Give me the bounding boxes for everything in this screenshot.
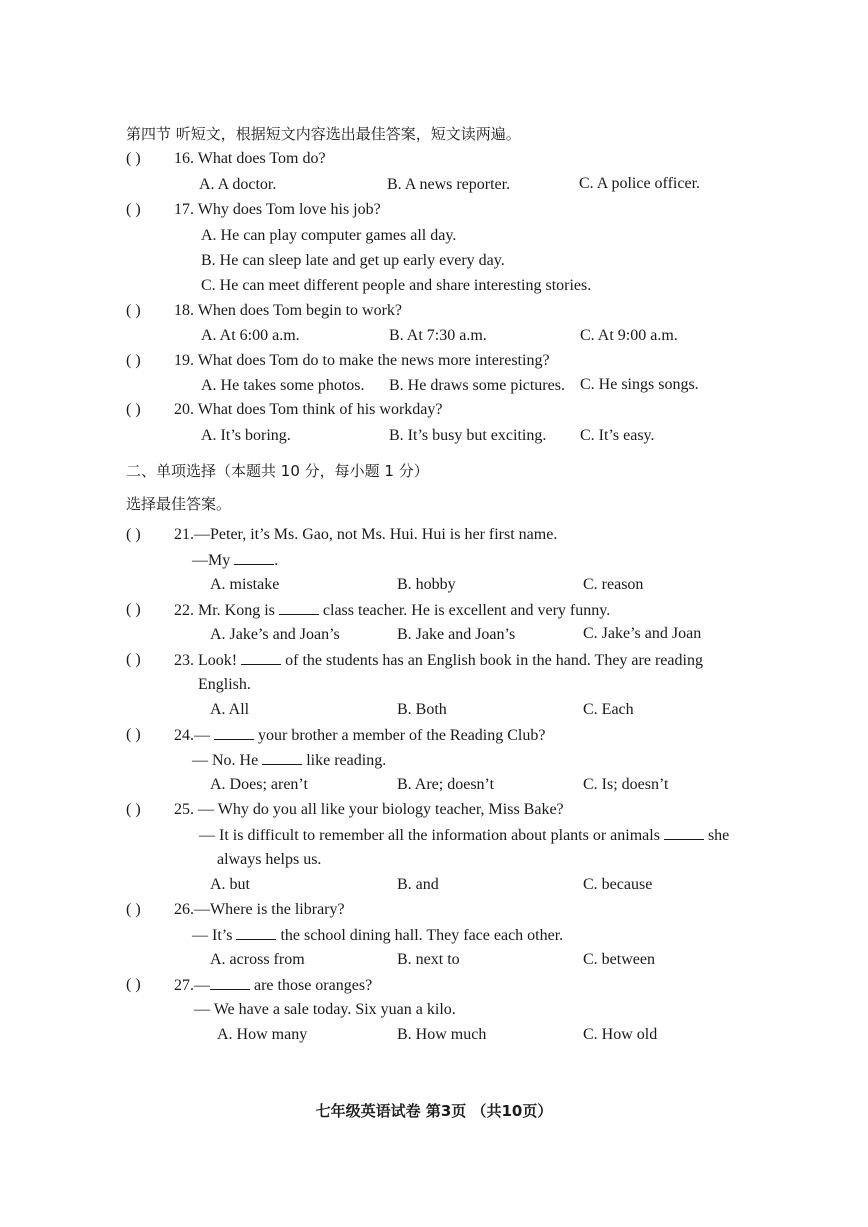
question-stem: 18. When does Tom begin to work? xyxy=(174,302,403,319)
answer-blank[interactable] xyxy=(241,650,281,665)
option-b[interactable]: B. How much xyxy=(397,1026,487,1043)
question-dialogue-line xyxy=(192,550,278,571)
answer-bracket[interactable]: ( ) xyxy=(126,726,141,743)
page-footer: 七年级英语试卷 第3页 （共10页） xyxy=(315,1102,553,1120)
option-b[interactable]: B. He can sleep late and get up early every day. xyxy=(201,252,505,269)
option-c[interactable]: C. A police officer. xyxy=(579,175,701,192)
option-b[interactable]: B. It’s busy but exciting. xyxy=(389,427,547,444)
option-a[interactable]: A. Does; aren’t xyxy=(210,776,308,793)
option-a[interactable]: A. across from xyxy=(210,951,305,968)
option-a[interactable]: A. How many xyxy=(217,1026,308,1043)
question-stem xyxy=(174,975,372,996)
stem-text: — No. He xyxy=(192,752,263,769)
option-a[interactable]: A. He can play computer games all day. xyxy=(201,227,457,244)
question-stem-continued: always helps us. xyxy=(217,851,322,868)
stem-text: 23. Look! xyxy=(174,652,242,669)
question-stem: 20. What does Tom think of his workday? xyxy=(174,401,443,418)
question-stem xyxy=(174,600,610,621)
stem-text: —My xyxy=(192,552,235,569)
option-b[interactable]: B. A news reporter. xyxy=(387,176,511,193)
stem-text: 22. Mr. Kong is xyxy=(174,602,279,619)
option-a[interactable]: A. A doctor. xyxy=(199,176,277,193)
option-a[interactable]: A. Jake’s and Joan’s xyxy=(210,626,340,643)
option-c[interactable]: C. How old xyxy=(583,1026,658,1043)
option-c[interactable]: C. It’s easy. xyxy=(580,427,655,444)
option-a[interactable]: A. He takes some photos. xyxy=(201,377,365,394)
option-b[interactable]: B. Are; doesn’t xyxy=(397,776,495,793)
option-a[interactable]: A. mistake xyxy=(210,576,280,593)
question-stem-continued: English. xyxy=(198,676,251,693)
stem-text: . xyxy=(274,552,279,569)
question-stem xyxy=(174,650,703,671)
stem-text: like reading. xyxy=(302,752,387,769)
answer-bracket[interactable]: ( ) xyxy=(126,651,141,668)
answer-blank[interactable] xyxy=(234,550,274,565)
answer-blank[interactable] xyxy=(279,600,319,615)
question-stem xyxy=(174,725,545,746)
question-stem: 16. What does Tom do? xyxy=(174,150,326,167)
option-b[interactable]: B. and xyxy=(397,876,439,893)
stem-text: she xyxy=(703,827,730,844)
question-dialogue-line xyxy=(192,925,563,946)
stem-text: your brother a member of the Reading Club? xyxy=(254,727,546,744)
option-c[interactable]: C. Each xyxy=(583,701,634,718)
option-a[interactable]: A. It’s boring. xyxy=(201,427,291,444)
option-c[interactable]: C. because xyxy=(583,876,653,893)
question-dialogue-line: — We have a sale today. Six yuan a kilo. xyxy=(194,1001,456,1018)
question-stem: 17. Why does Tom love his job? xyxy=(174,201,381,218)
option-b[interactable]: B. hobby xyxy=(397,576,456,593)
option-a[interactable]: A. but xyxy=(210,876,250,893)
answer-bracket[interactable]: ( ) xyxy=(126,901,141,918)
answer-bracket[interactable]: ( ) xyxy=(126,150,141,167)
question-dialogue-line xyxy=(199,825,729,846)
option-c[interactable]: C. He can meet different people and share interesting stories. xyxy=(201,277,592,294)
stem-text: of the students has an English book in the hand. They are reading xyxy=(281,652,703,669)
answer-bracket[interactable]: ( ) xyxy=(126,601,141,618)
option-c[interactable]: C. He sings songs. xyxy=(580,376,699,393)
stem-text: class teacher. He is excellent and very funny. xyxy=(318,602,611,619)
question-stem: 26.—Where is the library? xyxy=(174,901,345,918)
answer-bracket[interactable]: ( ) xyxy=(126,401,141,418)
answer-bracket[interactable]: ( ) xyxy=(126,976,141,993)
answer-blank[interactable] xyxy=(236,925,276,940)
stem-text: 24.— xyxy=(174,727,214,744)
option-a[interactable]: A. At 6:00 a.m. xyxy=(201,327,300,344)
answer-bracket[interactable]: ( ) xyxy=(126,201,141,218)
option-c[interactable]: C. between xyxy=(583,951,655,968)
answer-bracket[interactable]: ( ) xyxy=(126,302,141,319)
stem-text: — It’s xyxy=(192,927,237,944)
option-b[interactable]: B. Both xyxy=(397,701,447,718)
stem-text: 27.— xyxy=(174,977,210,994)
question-stem: 21.—Peter, it’s Ms. Gao, not Ms. Hui. Hui is her first name. xyxy=(174,526,558,543)
option-b[interactable]: B. next to xyxy=(397,951,460,968)
option-c[interactable]: C. Jake’s and Joan xyxy=(583,625,702,642)
option-c[interactable]: C. At 9:00 a.m. xyxy=(580,327,678,344)
option-a[interactable]: A. All xyxy=(210,701,250,718)
question-stem: 19. What does Tom do to make the news more interesting? xyxy=(174,352,550,369)
listening-section-heading: 第四节 听短文，根据短文内容选出最佳答案，短文读两遍。 xyxy=(126,125,521,143)
answer-blank[interactable] xyxy=(262,750,302,765)
answer-blank[interactable] xyxy=(210,975,250,990)
answer-bracket[interactable]: ( ) xyxy=(126,352,141,369)
option-c[interactable]: C. Is; doesn’t xyxy=(583,776,669,793)
option-b[interactable]: B. He draws some pictures. xyxy=(389,377,565,394)
stem-text: — It is difficult to remember all the information about plants or animals xyxy=(199,827,664,844)
grammar-instruction: 选择最佳答案。 xyxy=(126,495,232,513)
answer-bracket[interactable]: ( ) xyxy=(126,526,141,543)
answer-bracket[interactable]: ( ) xyxy=(126,801,141,818)
stem-text: are those oranges? xyxy=(250,977,373,994)
option-c[interactable]: C. reason xyxy=(583,576,644,593)
question-dialogue-line xyxy=(192,750,386,771)
answer-blank[interactable] xyxy=(214,725,254,740)
question-stem: 25. — Why do you all like your biology teacher, Miss Bake? xyxy=(174,801,564,818)
option-b[interactable]: B. At 7:30 a.m. xyxy=(389,327,487,344)
grammar-section-heading: 二、单项选择（本题共 10 分，每小题 1 分） xyxy=(126,462,429,480)
option-b[interactable]: B. Jake and Joan’s xyxy=(397,626,516,643)
answer-blank[interactable] xyxy=(664,825,704,840)
stem-text: the school dining hall. They face each other. xyxy=(276,927,564,944)
